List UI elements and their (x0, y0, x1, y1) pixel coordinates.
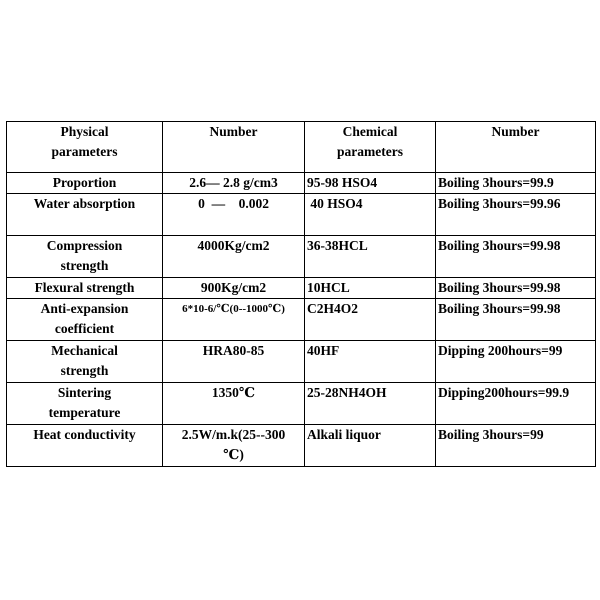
physical-parameter-cell: Water absorption (7, 194, 163, 236)
parameters-table (6, 121, 596, 467)
table-row (7, 341, 596, 383)
physical-value-cell: 1350℃ (163, 383, 305, 425)
chemical-value-cell: Boiling 3hours=99.9 (436, 173, 596, 194)
physical-parameter-cell: Flexural strength (7, 278, 163, 299)
chemical-parameter-cell: 10HCL (305, 278, 436, 299)
physical-value-cell: 0 — 0.002 (163, 194, 305, 236)
chemical-parameter-cell: 40 HSO4 (305, 194, 436, 236)
header-physical-parameters: Physical parameters (7, 122, 163, 173)
physical-value-cell: 4000Kg/cm2 (163, 236, 305, 278)
physical-parameter-cell: Anti-expansion coefficient (7, 299, 163, 341)
physical-value-cell: HRA80-85 (163, 341, 305, 383)
parameters-table-container (6, 121, 595, 467)
physical-value-cell: 6*10-6/℃(0--1000℃) (163, 299, 305, 341)
table-row (7, 278, 596, 299)
chemical-value-cell: Boiling 3hours=99.98 (436, 299, 596, 341)
header-chemical-parameters: Chemical parameters (305, 122, 436, 173)
table-row (7, 425, 596, 467)
table-row (7, 236, 596, 278)
header-number-physical: Number (163, 122, 305, 173)
chemical-value-cell: Dipping 200hours=99 (436, 341, 596, 383)
table-row (7, 194, 596, 236)
chemical-value-cell: Boiling 3hours=99 (436, 425, 596, 467)
table-row (7, 383, 596, 425)
chemical-parameter-cell: 25-28NH4OH (305, 383, 436, 425)
table-header-row (7, 122, 596, 173)
physical-value-cell: 2.5W/m.k(25--300 ℃) (163, 425, 305, 467)
physical-parameter-cell: Mechanical strength (7, 341, 163, 383)
chemical-value-cell: Dipping200hours=99.9 (436, 383, 596, 425)
physical-value-cell: 2.6— 2.8 g/cm3 (163, 173, 305, 194)
table-row (7, 173, 596, 194)
physical-parameter-cell: Sintering temperature (7, 383, 163, 425)
chemical-parameter-cell: C2H4O2 (305, 299, 436, 341)
physical-parameter-cell: Compression strength (7, 236, 163, 278)
header-number-chemical: Number (436, 122, 596, 173)
physical-value-cell: 900Kg/cm2 (163, 278, 305, 299)
chemical-parameter-cell: Alkali liquor (305, 425, 436, 467)
chemical-value-cell: Boiling 3hours=99.96 (436, 194, 596, 236)
chemical-parameter-cell: 40HF (305, 341, 436, 383)
chemical-value-cell: Boiling 3hours=99.98 (436, 278, 596, 299)
table-row (7, 299, 596, 341)
physical-parameter-cell: Proportion (7, 173, 163, 194)
chemical-parameter-cell: 36-38HCL (305, 236, 436, 278)
chemical-parameter-cell: 95-98 HSO4 (305, 173, 436, 194)
chemical-value-cell: Boiling 3hours=99.98 (436, 236, 596, 278)
physical-parameter-cell: Heat conductivity (7, 425, 163, 467)
